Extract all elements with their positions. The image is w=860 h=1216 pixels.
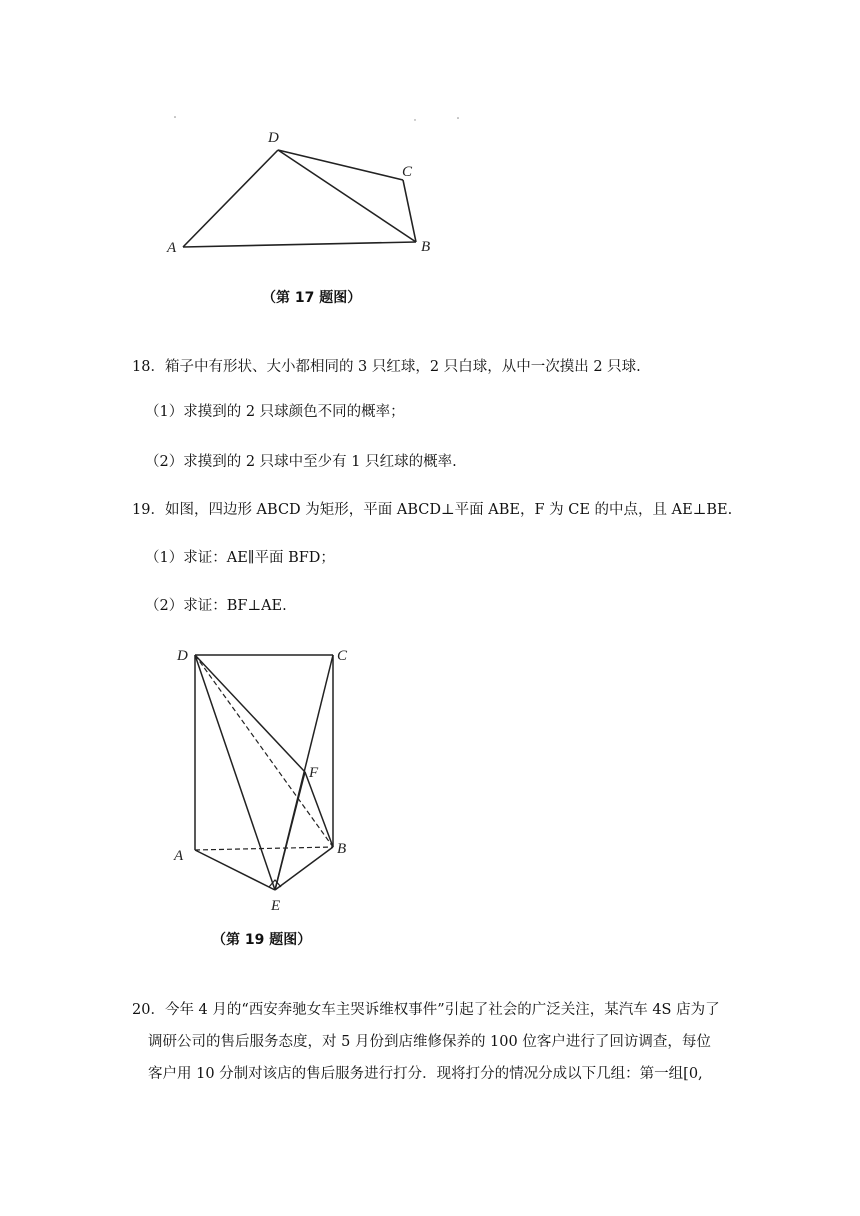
fig17-label-A: A <box>167 240 177 256</box>
q19-part2: （2）求证：BF⊥AE. <box>145 598 287 614</box>
fig19-label-B: B <box>337 841 347 857</box>
figure-19 <box>165 640 385 920</box>
figure-17-diagram <box>160 100 480 265</box>
edge-AB-hidden <box>195 847 333 850</box>
edge-FE <box>275 772 305 890</box>
fig17-label-B: B <box>421 239 431 255</box>
edge-FB <box>305 772 333 847</box>
fig17-label-C: C <box>402 164 413 180</box>
q20-line2: 调研公司的售后服务态度，对 5 月份到店维修保养的 100 位客户进行了回访调查，每位 <box>148 1034 711 1050</box>
q19-stem: 19．如图，四边形 ABCD 为矩形，平面 ABCD⊥平面 ABE，F 为 CE 的中点，且 AE⊥BE. <box>132 502 733 518</box>
fig17-label-D: D <box>268 130 279 146</box>
edge-AB <box>183 242 416 247</box>
right-angle-mark-E <box>269 880 281 887</box>
figure-19-diagram <box>165 640 385 920</box>
edge-CB <box>403 180 416 242</box>
q20-line3: 客户用 10 分制对该店的售后服务进行打分．现将打分的情况分成以下几组：第一组[0, <box>148 1066 703 1082</box>
q18-stem: 18．箱子中有形状、大小都相同的 3 只红球，2 只白球，从中一次摸出 2 只球. <box>132 359 641 375</box>
figure-17-caption: （第 17 题图） <box>262 290 362 306</box>
figure-17 <box>160 100 480 265</box>
q20-line1: 20．今年 4 月的“西安奔驰女车主哭诉维权事件”引起了社会的广泛关注，某汽车 4S 店为了 <box>132 1002 720 1018</box>
q18-part2: （2）求摸到的 2 只球中至少有 1 只红球的概率. <box>145 454 457 470</box>
edge-DE <box>195 655 275 890</box>
fig19-label-F: F <box>309 765 319 781</box>
fig19-label-C: C <box>337 648 348 664</box>
q19-part1: （1）求证：AE∥平面 BFD； <box>145 550 335 566</box>
edge-DF <box>195 655 305 772</box>
fig19-label-D: D <box>177 648 188 664</box>
edge-AD <box>183 150 278 247</box>
figure-19-caption: （第 19 题图） <box>212 932 312 948</box>
edge-DC <box>278 150 403 180</box>
fig19-label-E: E <box>271 898 281 914</box>
fig19-label-A: A <box>174 848 184 864</box>
edge-DB-hidden <box>195 655 333 847</box>
edge-DB <box>278 150 416 242</box>
q18-part1: （1）求摸到的 2 只球颜色不同的概率； <box>145 404 405 420</box>
